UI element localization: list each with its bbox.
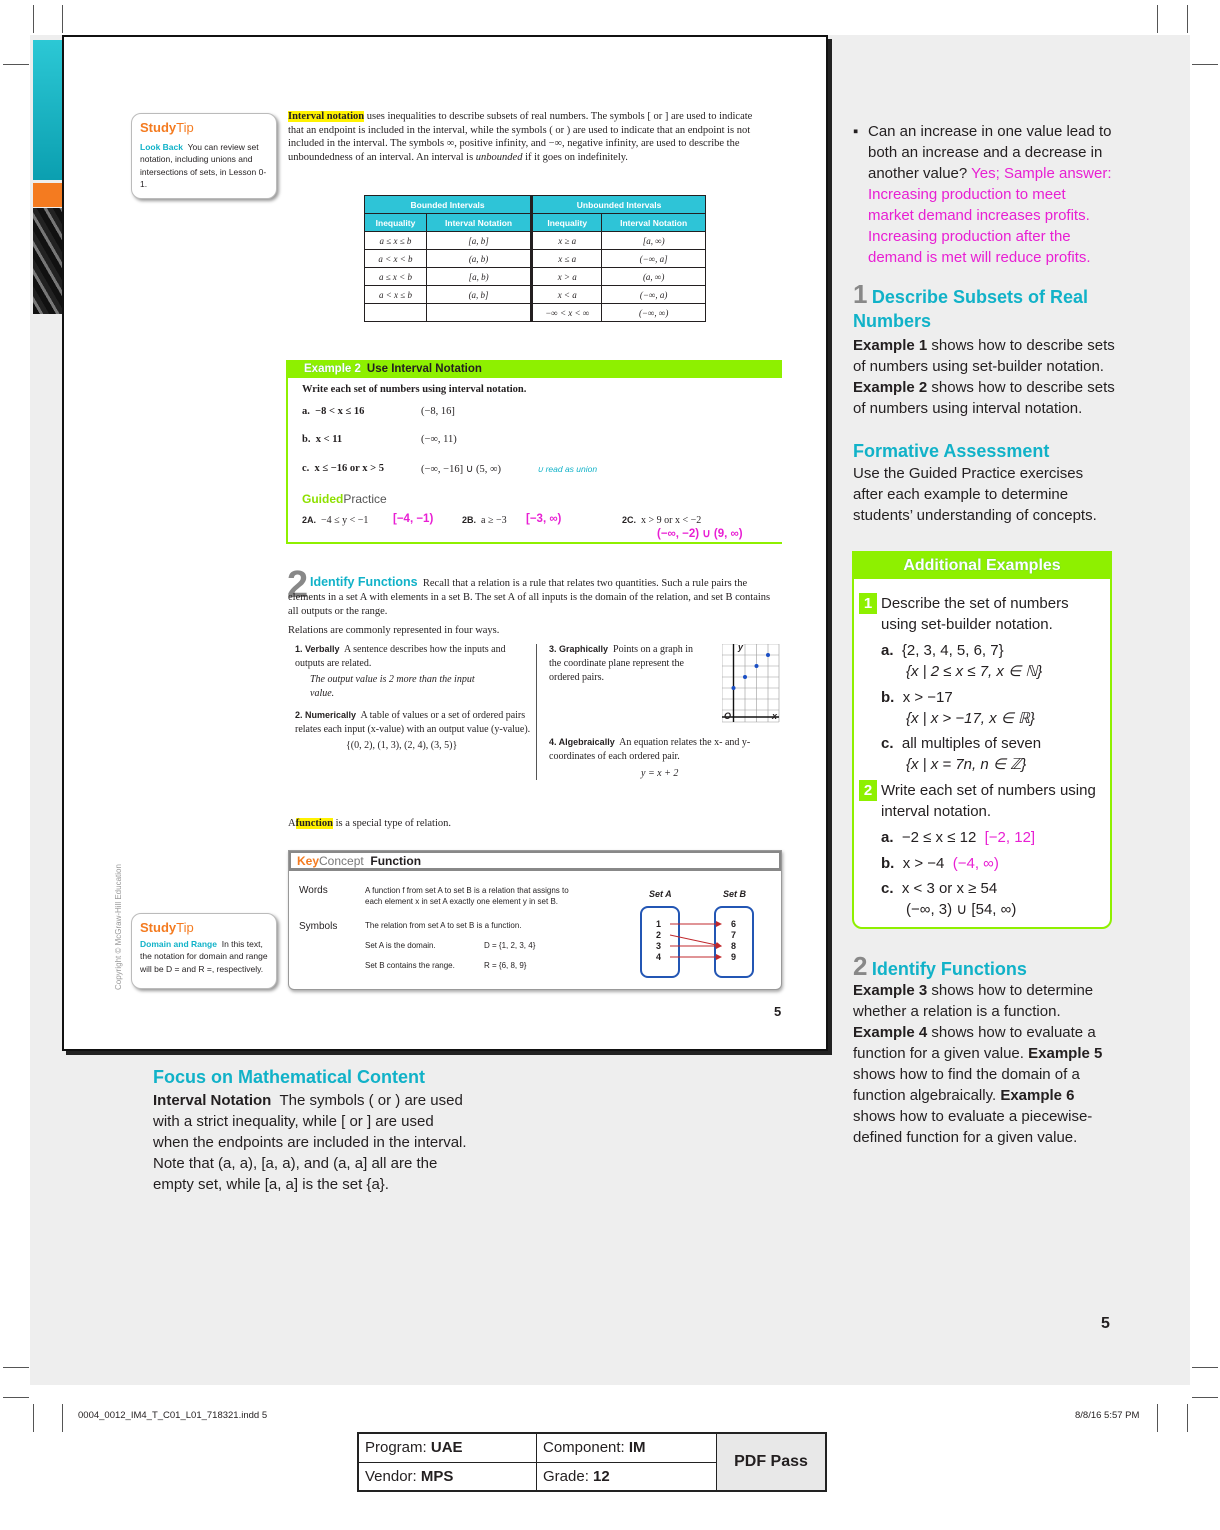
words-text: A function f from set A to set B is a relation that assigns to each element x in set A exactly one element y in set B. [365, 886, 569, 906]
set-b-label: Set B [723, 889, 747, 899]
graph-origin: O [724, 711, 732, 721]
example-2b-answer: (−∞, 11) [421, 434, 457, 445]
footer-date: 8/8/16 5:57 PM [1075, 1410, 1140, 1421]
table-row: a ≤ x < b [a, b) x > a (a, ∞) [365, 268, 706, 286]
col-inequality: Inequality [365, 214, 427, 232]
study-tip-title-b: Tip [176, 120, 194, 135]
additional-2c-answer: (−∞, 3) ∪ [54, ∞) [906, 901, 1017, 918]
tr-section-1-text: Example 1 shows how to describe sets of numbers using set-builder notation. Example 2 shows how to describe sets of numbers using interval notation. [853, 337, 1115, 417]
footer-file: 0004_0012_IM4_T_C01_L01_718321.indd 5 [78, 1410, 268, 1421]
study-tip-domain-range: StudyTip Domain and Range In this text, the notation for domain and range will be D = and R =, respectively. [131, 913, 277, 989]
table-row: −∞ < x < ∞ (−∞, ∞) [365, 304, 706, 322]
mapping-arrows [665, 917, 729, 965]
interval-table [364, 195, 706, 322]
slug-box: Program: UAE Component: IM Vendor: MPS Grade: 12 PDF Pass [357, 1432, 827, 1492]
section-2-text [288, 575, 778, 619]
additional-2a: a. −2 ≤ x ≤ 12 [−2, 12] [881, 829, 1036, 846]
additional-1a: a. {2, 3, 4, 5, 6, 7} [881, 642, 1004, 659]
col-notation: Interval Notation [426, 214, 531, 232]
example-2a: a. −8 < x ≤ 16 [302, 406, 365, 417]
interval-term: Interval notation [288, 111, 365, 122]
set-a-values: 1 2 3 4 [656, 919, 662, 962]
example-2-header [288, 360, 782, 378]
column-divider [536, 644, 537, 780]
range-value: R = {6, 8, 9} [484, 961, 527, 970]
guided-practice-label: GuidedPractice [302, 492, 387, 506]
additional-q2: 2 Write each set of numbers using interval notation. [859, 780, 1099, 822]
focus-text: Interval Notation The symbols ( or ) are used with a strict inequality, while [ or ] are used when the endpoints are included in the interval. Note that (a, a), [a, a), and (a, a] all are the empty set, while [a, a] is the set {a}. [153, 1092, 467, 1193]
additional-1b: b. x > −17 [881, 689, 953, 706]
interval-text: uses inequalities to describe subsets of real numbers. The symbols [ or ] are used to indicate that an endpoint is included in the interval, while the symbols ( or ) are used to indicate that an endpoint is not included in the interval. The symbols ∞, positive infinity, and −∞, negative infinity, are used to describe the unboundedness of an interval. An interval is [288, 111, 753, 163]
graph-axis-x: x [772, 711, 778, 721]
col-notation: Interval Notation [602, 214, 706, 232]
example-2b: b. x < 11 [302, 434, 343, 445]
algebraic-example: y = x + 2 [641, 768, 679, 779]
union-note: ∪ read as union [537, 464, 598, 474]
verbal-example: The output value is 2 more than the input value. [310, 674, 475, 699]
inner-page-number: 5 [774, 1004, 782, 1019]
col-inequality: Inequality [532, 214, 602, 232]
formative-title: Formative Assessment [853, 441, 1050, 461]
example-2-title: Use Interval Notation [366, 363, 482, 375]
set-b-values: 6 7 8 9 [731, 919, 737, 962]
graph-point [766, 653, 770, 657]
words-heading: Words [299, 885, 328, 896]
example-2c-answer: (−∞, −16] ∪ (5, ∞) [421, 464, 501, 475]
bounded-header: Bounded Intervals [365, 196, 532, 214]
additional-1a-answer: {x | 2 ≤ x ≤ 7, x ∈ ℕ} [906, 663, 1043, 680]
tr-section-1: 1 Describe Subsets of Real Numbers [853, 279, 1089, 331]
edge-tab-photo [33, 208, 62, 314]
study-tip-label: Look Back [140, 141, 183, 152]
example-2-label: Example 2 [304, 363, 361, 375]
copyright: Copyright © McGraw-Hill Education [114, 864, 123, 990]
rep-numerically: 2. Numerically A table of values or a set of ordered pairs relates each input (x-value) with an output value (y-value). {(0, 2), (1, 3), (2, 4), (3, 5)} [295, 708, 533, 753]
example-2a-answer: (−8, 16] [421, 406, 455, 417]
numeric-example: {(0, 2), (1, 3), (2, 4), (3, 5)} [346, 740, 458, 751]
function-definition: Afunction is a special type of relation. [288, 818, 452, 829]
graph-point [743, 675, 747, 679]
example-2-prompt: Write each set of numbers using interval notation. [302, 384, 527, 395]
tr-bullet: ▪ Can an increase in one value lead to both an increase and a decrease in another value? Yes; Sample answer: Increasing production to meet market demand increases profits. Increasing production after the demand is met will reduce profits. [853, 123, 1112, 266]
section-2-title: Identify Functions [310, 575, 418, 589]
key-concept-header: KeyConcept Function [289, 851, 781, 871]
tr-section-2-text: Example 3 shows how to determine whether a relation is a function. Example 4 shows how to evaluate a function for a given value. Example 5 shows how to find the domain of a function algebraically. Example 6 shows how to evaluate a piecewise-defined function for a given value. [853, 982, 1103, 1146]
tr-section-2: 2 Identify Functions [853, 951, 1027, 981]
interval-paragraph [288, 110, 760, 164]
additional-1c: c. all multiples of seven [881, 735, 1042, 752]
formative-text: Use the Guided Practice exercises after each example to determine students’ understanding of concepts. [853, 465, 1097, 524]
practice-2b-answer: [−3, ∞) [526, 513, 562, 525]
graph-point [732, 686, 736, 690]
bullet-icon: ▪ [853, 123, 859, 140]
rep-graphically: 3. Graphically Points on a graph in the coordinate plane represent the ordered pairs. [549, 644, 694, 683]
symbols-line-1: The relation from set A to set B is a function. [365, 921, 522, 930]
rep-algebraically: 4. Algebraically An equation relates the x- and y-coordinates of each ordered pair. y = x + 2 [549, 735, 769, 781]
graph-point [755, 664, 759, 668]
practice-2c: 2C. x > 9 or x < −2 [622, 515, 702, 526]
table-row: a ≤ x ≤ b [a, b] x ≥ a [a, ∞) [365, 232, 706, 250]
practice-2b: 2B. a ≥ −3 [462, 515, 507, 526]
set-a-label: Set A [649, 889, 672, 899]
interval-tail: if it goes on indefinitely. [525, 151, 628, 163]
edge-tab-orange [33, 183, 62, 207]
practice-2a-answer: [−4, −1) [393, 513, 434, 525]
additional-1c-answer: {x | x = 7n, n ∈ ℤ} [906, 756, 1027, 773]
additional-2c: c. x < 3 or x ≥ 54 [881, 880, 998, 897]
practice-2c-answer: (−∞, −2) ∪ (9, ∞) [657, 528, 743, 540]
symbols-line-3: Set B contains the range. [365, 961, 455, 970]
additional-1b-answer: {x | x > −17, x ∈ ℝ} [906, 710, 1035, 727]
domain-value: D = {1, 2, 3, 4} [484, 941, 536, 950]
outer-page-number: 5 [1101, 1315, 1110, 1332]
additional-examples-header: Additional Examples [854, 553, 1110, 579]
edge-tab-cyan [33, 40, 62, 180]
focus-title: Focus on Mathematical Content [153, 1067, 426, 1087]
section-2-number: 2 [287, 564, 309, 606]
pdf-pass: PDF Pass [717, 1434, 825, 1490]
section-2-body: Recall that a relation is a rule that relates two quantities. Such a rule pairs the elements in a set A with elements in a set B. The set A of all inputs is the domain of the relation, and set B contains all outputs or the range. [288, 578, 771, 617]
rep-verbally: 1. Verbally A sentence describes how the inputs and outputs are related. The output value is 2 more than the input value. [295, 644, 506, 699]
symbols-heading: Symbols [299, 921, 338, 932]
unbounded-header: Unbounded Intervals [532, 196, 706, 214]
study-tip-look-back [131, 113, 277, 199]
study-tip-title: Study [140, 120, 177, 135]
relations-intro: Relations are commonly represented in four ways. [288, 625, 500, 636]
graph-axis-y: y [738, 642, 744, 652]
table-row: a < x ≤ b (a, b] x < a (−∞, a) [365, 286, 706, 304]
practice-2a: 2A. −4 ≤ y < −1 [302, 515, 369, 526]
unbounded-term: unbounded [475, 151, 523, 163]
example-2c: c. x ≤ −16 or x > 5 [302, 463, 384, 474]
additional-q1: 1 Describe the set of numbers using set-builder notation. [859, 593, 1099, 635]
symbols-line-2: Set A is the domain. [365, 941, 436, 950]
study-tip-text: You can review set notation, including unions and intersections of sets, in Lesson 0-1. [140, 141, 267, 189]
table-row: a < x < b (a, b) x ≤ a (−∞, a] [365, 250, 706, 268]
additional-2b: b. x > −4 (−4, ∞) [881, 855, 999, 872]
